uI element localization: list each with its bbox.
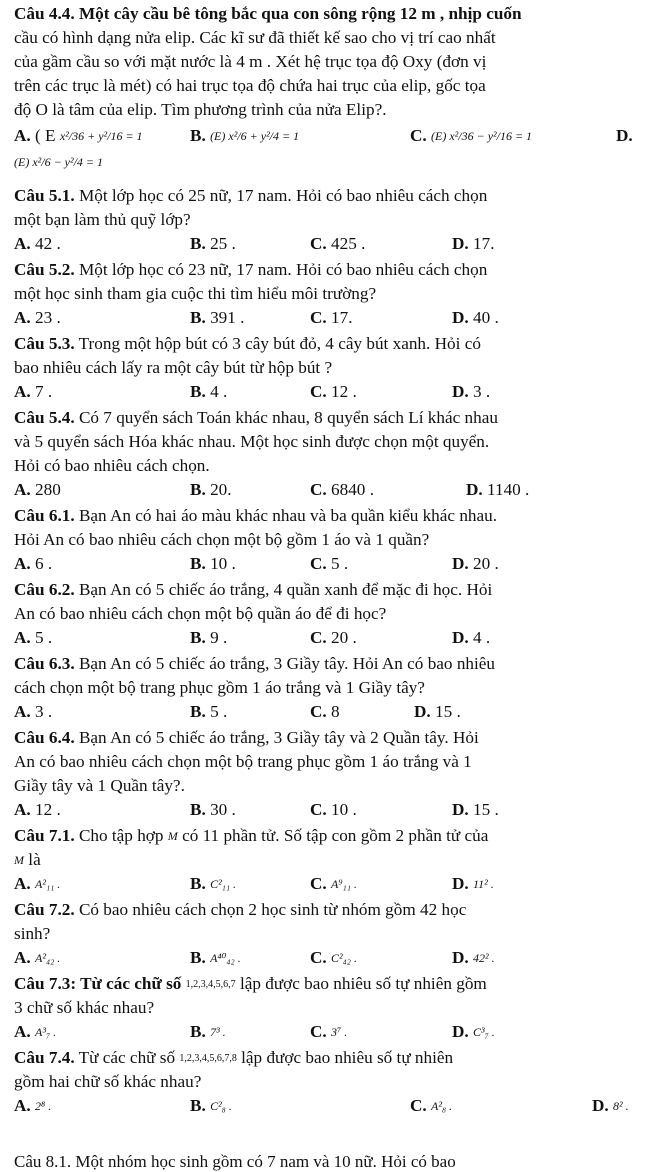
option-letter: D. [452, 382, 469, 401]
q44-option-a-paren: ( [35, 126, 41, 145]
q44-option-a [14, 124, 143, 148]
q73-option-a [14, 1020, 56, 1044]
q73-option-b [190, 1020, 226, 1044]
q73-digits: 1,2,3,4,5,6,7 [185, 979, 236, 990]
q71-option-d-value: 11² . [473, 877, 494, 891]
q44-option-c-label: C. [410, 126, 427, 145]
option-letter: D. [452, 628, 469, 647]
q63-option-a: A. 3 . [14, 702, 53, 721]
q52-line-1: Câu 5.2. Một lớp học có 23 nữ, 17 nam. Hỏi có bao nhiêu cách chọn [14, 260, 488, 279]
q74-option-a-value: 2⁸ . [35, 1099, 52, 1113]
q54-line-2: và 5 quyển sách Hóa khác nhau. Một học sinh được chọn một quyển. [14, 432, 490, 451]
option-letter: C. [310, 628, 327, 647]
q74-option-b [190, 1094, 232, 1118]
q72-option-d-label: D. [452, 948, 469, 967]
q61-option-c: C. 5 . [310, 554, 349, 573]
q44-option-b-label: B. [190, 126, 206, 145]
q72-option-a [14, 946, 60, 970]
q71-option-a [14, 872, 60, 896]
q44-line-2: cầu có hình dạng nửa elip. Các kĩ sư đã thiết kế sao cho vị trí cao nhất [14, 28, 496, 47]
q71-option-c-label: C. [310, 874, 327, 893]
q71-option-b-value: C²₁₁ . [210, 877, 237, 891]
q64-option-d: D. 15 . [452, 800, 499, 819]
option-letter: C. [310, 234, 327, 253]
q51-line-2: một bạn làm thủ quỹ lớp? [14, 210, 191, 229]
q62-option-a: A. 5 . [14, 628, 53, 647]
q52-option-c: C. 17. [310, 308, 353, 327]
q74-digits: 1,2,3,4,5,6,7,8 [179, 1053, 237, 1064]
q74-line-1 [14, 1046, 662, 1071]
q74-option-d-value: 8² . [613, 1099, 629, 1113]
q74-option-b-value: C²₈ . [210, 1099, 232, 1113]
question-number: Câu 5.2. [14, 260, 75, 279]
q52-options [14, 306, 662, 330]
q44-option-a-e: E [45, 126, 56, 145]
q73-option-d-value: C³₇ . [473, 1025, 495, 1039]
q54-line-3: Hỏi có bao nhiêu cách chọn. [14, 456, 210, 475]
q74-option-a [14, 1094, 51, 1118]
q74-option-c [410, 1094, 452, 1118]
q72-line-2: sinh? [14, 924, 51, 943]
question-number: Câu 6.3. [14, 654, 75, 673]
option-letter: B. [190, 382, 206, 401]
q72-option-a-value: A²₄₂ . [35, 951, 61, 965]
q61-line-1: Câu 6.1. Bạn An có hai áo màu khác nhau và ba quần kiểu khác nhau. [14, 506, 498, 525]
q72-option-b-label: B. [190, 948, 206, 967]
q71-line-2-b: là [24, 850, 41, 869]
option-letter: C. [310, 308, 327, 327]
q81-cut-line: Câu 8.1. Một nhóm học sinh gồm có 7 nam và 10 nữ. Hỏi có bao [14, 1152, 456, 1171]
q74-option-a-label: A. [14, 1096, 31, 1115]
q44-option-d-label: D. [616, 126, 633, 145]
option-letter: B. [190, 628, 206, 647]
q73-option-d-label: D. [452, 1022, 469, 1041]
q64-option-a: A. 12 . [14, 800, 61, 819]
option-letter: A. [14, 234, 31, 253]
option-letter: A. [14, 308, 31, 327]
q73-line-1 [14, 972, 662, 997]
q71-set-m-2: M [14, 853, 24, 867]
q61-option-a: A. 6 . [14, 554, 53, 573]
q63-line-2: cách chọn một bộ trang phục gồm 1 áo trắng và 1 Giầy tây? [14, 678, 425, 697]
option-letter: B. [190, 480, 206, 499]
q44-option-c [410, 124, 532, 148]
q71-set-m: M [167, 829, 178, 843]
q73-line-1-b: lập được bao nhiêu số tự nhiên gồm [235, 974, 487, 993]
option-letter: C. [310, 800, 327, 819]
q62-line-2: An có bao nhiêu cách chọn một bộ quần áo để đi học? [14, 604, 387, 623]
q51-option-b: B. 25 . [190, 234, 236, 253]
q44-options [14, 124, 662, 148]
option-letter: B. [190, 234, 206, 253]
q74-option-d [592, 1094, 629, 1118]
q52-option-b: B. 391 . [190, 308, 245, 327]
option-letter: B. [190, 702, 206, 721]
q61-option-d: D. 20 . [452, 554, 499, 573]
q71-option-c-value: A⁹₁₁ . [331, 877, 357, 891]
q51-line-1-text: Câu 5.1. Một lớp học có 25 nữ, 17 nam. Hỏi có bao nhiêu cách chọn [14, 186, 488, 205]
q71-options [14, 872, 662, 896]
question-number: Câu 5.1. [14, 186, 75, 205]
question-number: Câu 7.4. [14, 1048, 75, 1067]
q63-line-1: Câu 6.3. Bạn An có 5 chiếc áo trắng, 3 Giầy tây. Hỏi An có bao nhiêu [14, 654, 496, 673]
option-letter: A. [14, 702, 31, 721]
q53-line-1: Câu 5.3. Trong một hộp bút có 3 cây bút đỏ, 4 cây bút xanh. Hỏi có [14, 334, 481, 353]
q74-option-c-value: A²₈ . [431, 1099, 453, 1113]
q52-line-2: một học sinh tham gia cuộc thi tìm hiểu môi trường? [14, 284, 377, 303]
option-letter: D. [452, 308, 469, 327]
q73-option-b-value: 7³ . [210, 1025, 226, 1039]
option-letter: A. [14, 628, 31, 647]
q72-option-c-label: C. [310, 948, 327, 967]
q64-line-2: An có bao nhiêu cách chọn một bộ trang phục gồm 1 áo trắng và 1 [14, 752, 472, 771]
q72-line-1: Câu 7.2. Có bao nhiêu cách chọn 2 học sinh từ nhóm gồm 42 học [14, 900, 467, 919]
q72-option-d [452, 946, 495, 970]
option-letter: D. [466, 480, 483, 499]
q64-option-b: B. 30 . [190, 800, 236, 819]
q62-option-c: C. 20 . [310, 628, 357, 647]
q74-option-b-label: B. [190, 1096, 206, 1115]
option-letter: D. [452, 800, 469, 819]
q71-option-d [452, 872, 494, 896]
q54-options [14, 478, 662, 502]
q71-option-d-label: D. [452, 874, 469, 893]
option-letter: D. [452, 234, 469, 253]
q44-option-b [190, 124, 299, 148]
q44-line-3: của gầm cầu so với mặt nước là 4 m . Xét hệ trục tọa độ Oxy (đơn vị [14, 52, 487, 71]
q73-line-1-a: Câu 7.3: Từ các chữ số [14, 974, 186, 993]
q72-option-a-label: A. [14, 948, 31, 967]
question-number: Câu 5.4. [14, 408, 75, 427]
q52-option-d: D. 40 . [452, 308, 499, 327]
option-letter: B. [190, 554, 206, 573]
q44-option-a-label: A. [14, 126, 31, 145]
q63-option-b: B. 5 . [190, 702, 228, 721]
option-letter: A. [14, 800, 31, 819]
q53-option-b: B. 4 . [190, 382, 228, 401]
option-letter: C. [310, 480, 327, 499]
q72-option-b [190, 946, 241, 970]
question-number: Câu 4.4. [14, 4, 75, 23]
q53-option-d: D. 3 . [452, 382, 491, 401]
q53-line-2: bao nhiêu cách lấy ra một cây bút từ hộp bút ? [14, 358, 333, 377]
q44-option-b-equation: (E) x²/6 + y²/4 = 1 [210, 129, 300, 143]
q44-line-1 [14, 2, 662, 26]
q53-option-c: C. 12 . [310, 382, 357, 401]
q63-option-d: D. 15 . [414, 702, 461, 721]
q71-line-2 [14, 848, 662, 872]
q51-line-1 [14, 184, 662, 208]
q73-option-b-label: B. [190, 1022, 206, 1041]
option-letter: C. [310, 382, 327, 401]
q74-line-1-a: Câu 7.4. Từ các chữ số [14, 1048, 180, 1067]
question-number: Câu 6.2. [14, 580, 75, 599]
q74-line-1-b: lập được bao nhiêu số tự nhiên [236, 1048, 454, 1067]
option-letter: B. [190, 800, 206, 819]
q71-option-b-label: B. [190, 874, 206, 893]
q64-line-3: Giầy tây và 1 Quần tây?. [14, 776, 185, 795]
q61-option-b: B. 10 . [190, 554, 236, 573]
question-number: Câu 6.1. [14, 506, 75, 525]
q72-option-d-value: 42² . [473, 951, 495, 965]
q44-option-a-equation: x²/36 + y²/16 = 1 [59, 129, 143, 143]
q73-line-2: 3 chữ số khác nhau? [14, 998, 155, 1017]
q54-option-a: A. 280 [14, 480, 61, 499]
q72-option-b-value: A⁴⁰₄₂ . [210, 951, 241, 965]
question-number: Câu 7.2. [14, 900, 75, 919]
q64-option-c: C. 10 . [310, 800, 357, 819]
q63-options [14, 700, 662, 724]
q73-option-a-value: A³₇ . [35, 1025, 57, 1039]
q73-option-c-value: 3⁷ . [331, 1025, 348, 1039]
option-letter: C. [310, 702, 327, 721]
q74-line-2: gồm hai chữ số khác nhau? [14, 1072, 202, 1091]
q71-line-1 [14, 824, 662, 848]
q62-option-d: D. 4 . [452, 628, 491, 647]
q54-option-c: C. 6840 . [310, 480, 374, 499]
question-number: Câu 5.3. [14, 334, 75, 353]
q74-option-c-label: C. [410, 1096, 427, 1115]
q71-line-1-b: có 11 phần tử. Số tập con gồm 2 phần tử của [177, 826, 489, 845]
q71-line-1-a: Câu 7.1. Cho tập hợp [14, 826, 168, 845]
question-number: Câu 6.4. [14, 728, 75, 747]
option-letter: A. [14, 382, 31, 401]
option-letter: D. [452, 554, 469, 573]
question-number: Câu 7.1. [14, 826, 75, 845]
q71-option-b [190, 872, 236, 896]
q63-option-c: C. 8 [310, 702, 340, 721]
q64-line-1: Câu 6.4. Bạn An có 5 chiếc áo trắng, 3 Giầy tây và 2 Quần tây. Hỏi [14, 728, 479, 747]
option-letter: A. [14, 554, 31, 573]
q53-option-a: A. 7 . [14, 382, 53, 401]
q73-option-a-label: A. [14, 1022, 31, 1041]
q54-line-1: Câu 5.4. Có 7 quyển sách Toán khác nhau, 8 quyển sách Lí khác nhau [14, 408, 498, 427]
q71-option-a-label: A. [14, 874, 31, 893]
question-number: Câu 7.3: [14, 974, 77, 993]
q51-option-c: C. 425 . [310, 234, 366, 253]
q44-option-d-equation-line [14, 150, 662, 174]
q73-option-d [452, 1020, 495, 1044]
q73-option-c [310, 1020, 347, 1044]
q51-option-a: A. 42 . [14, 234, 61, 253]
q44-line-5: độ O là tâm của elip. Tìm phương trình của nửa Elip?. [14, 100, 387, 119]
q72-options [14, 946, 662, 970]
q73-options [14, 1020, 662, 1044]
q71-option-c [310, 872, 357, 896]
option-letter: B. [190, 308, 206, 327]
q53-options [14, 380, 662, 404]
q61-line-2: Hỏi An có bao nhiêu cách chọn một bộ gồm 1 áo và 1 quần? [14, 530, 430, 549]
q64-options [14, 798, 662, 822]
q54-option-b: B. 20. [190, 480, 232, 499]
q62-option-b: B. 9 . [190, 628, 228, 647]
q62-options [14, 626, 662, 650]
q44-option-c-equation: (E) x²/36 − y²/16 = 1 [431, 129, 533, 143]
option-letter: C. [310, 554, 327, 573]
q44-line-1-text: Câu 4.4. Một cây cầu bê tông bắc qua con sông rộng 12 m , nhịp cuốn [14, 4, 522, 23]
q44-option-d-equation: (E) x²/6 − y²/4 = 1 [14, 155, 104, 169]
q74-option-d-label: D. [592, 1096, 609, 1115]
q44-line-4: trên các trục là mét) có hai trục tọa độ chứa hai trục của elip, gốc tọa [14, 76, 486, 95]
option-letter: D. [414, 702, 431, 721]
q61-options [14, 552, 662, 576]
q51-option-d: D. 17. [452, 234, 495, 253]
q73-option-c-label: C. [310, 1022, 327, 1041]
q52-option-a: A. 23 . [14, 308, 61, 327]
q51-options [14, 232, 662, 256]
q72-option-c [310, 946, 357, 970]
q72-option-c-value: C²₄₂ . [331, 951, 357, 965]
q71-option-a-value: A²₁₁ . [35, 877, 61, 891]
q54-option-d: D. 1140 . [466, 480, 530, 499]
q74-options [14, 1094, 662, 1118]
q44-option-d [616, 124, 633, 148]
option-letter: A. [14, 480, 31, 499]
q62-line-1: Câu 6.2. Bạn An có 5 chiếc áo trắng, 4 quần xanh để mặc đi học. Hỏi [14, 580, 493, 599]
